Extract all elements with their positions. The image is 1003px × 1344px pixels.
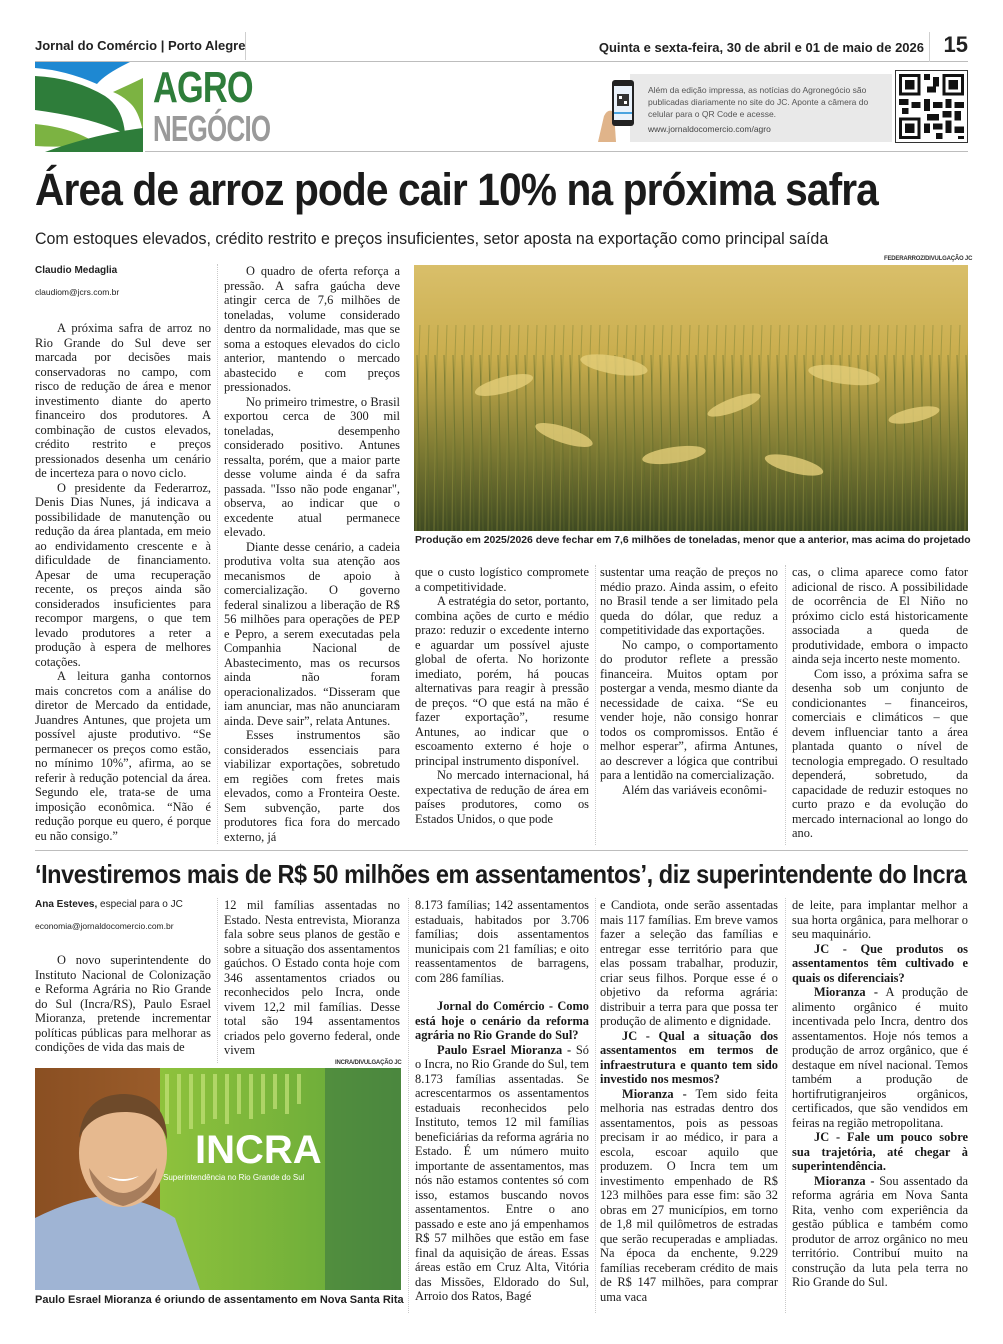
photo-caption: Produção em 2025/2026 deve fechar em 7,6 milhões de toneladas, menor que a anterior, mas acima do projetado [415,535,971,546]
incra-sign-subtext: Superintendência no Rio Grande do Sul [163,1173,305,1182]
agro-logo-icon [35,62,145,152]
author-byline [35,898,211,913]
article-column-5 [792,565,968,841]
qr-code-icon[interactable] [895,70,968,143]
article-column-1 [35,264,211,843]
promo-text: Além da edição impressa, as notícias do Agronegócio são publicadas diariamente no site do JC. Aponte a câmera do celular para o QR Code e acesse. [648,85,869,119]
interview-answer [792,985,968,1130]
author-role: especial para o JC [97,899,183,910]
column-rule [217,264,218,844]
answer-text: Só o Incra, no Rio Grande do Sul, tem 8.173 famílias assentadas. Se acrescentarmos os assentamentos estaduais reconhecidos pelo Instituto, temos 12 mil famílias beneficiárias da reforma agrária no Estado. É um número muito importante de assentamentos, mas nós não estamos contentes só com isso, estamos buscando novos assentamentos. Entre o ano passado e este ano já empenhamos R$ 57 milhões que estão em fase final da aquisição de áreas. Essas áreas estão em Cruz Alta, Vitória das Missões, Eldorado do Sul, Arroio dos Ratos, Bagé [415,1042,589,1303]
paragraph: 8.173 famílias; 142 assentamentos estaduais, habitados por 3.706 famílias; dois assentamentos municipais com 21 famílias; e oito reassentamentos de barragens, com 286 famílias. [415,898,589,985]
header-divider [929,32,930,62]
newspaper-name: Jornal do Comércio | Porto Alegre [35,38,246,53]
page-number: 15 [943,32,968,57]
article-column-4 [600,565,778,797]
incra-sign-text: INCRA [195,1128,322,1172]
speaker-name: Paulo Esrael Mioranza - [437,1042,572,1057]
interview-answer [792,1174,968,1290]
paragraph: que o custo logístico compromete a competitividade. [415,565,589,594]
author-name: Claudio Medaglia [35,265,118,276]
paragraph: No campo, o comportamento do produtor reflete a pressão financeira. Muitos optam por postergar a venda, mesmo diante da necessidade de caixa. “Se eu vender hoje, não consigo honrar todos os compromissos. Então é melhor esperar”, afirma Antunes, ao descrever a lógica que contribui para a lentidão na comercialização. [600,637,778,782]
paragraph: A próxima safra de arroz no Rio Grande do Sul deve ser marcada por decisões mais conservadoras no campo, com risco de redução de área e menor investimento diante do aperto financeiro dos produtores. A combinação de custos elevados, crédito restrito e preços pressionados desenha um cenário de incerteza para o novo ciclo. [35,321,211,480]
paragraph: No mercado internacional, há expectativa de redução de área em países produtores, como os Estados Unidos, o que pode [415,768,589,826]
section-subtitle: NEGÓCIO [153,108,271,149]
article-subhead: Com estoques elevados, crédito restrito e preços insuficientes, setor aposta na exportação como principal saída [35,229,829,248]
paragraph: Esses instrumentos são considerados essenciais para viabilizar exportações, sobretudo em regiões com fretes mais elevados, como a Fronteira Oeste. Sem subvenção, parte dos produtores fica fora do mercado externo, já [224,728,400,844]
superintendent-photo [35,1068,401,1290]
paragraph: cas, o clima aparece como fator adicional de risco. A possibilidade de ocorrência de El Niño no próximo ciclo está historicamente associada a queda de produtividade, embora o impacto ainda seja incerto neste momento. [792,565,968,666]
speaker-name: Mioranza - [814,1173,875,1188]
paragraph: e Candiota, onde serão assentadas mais 117 famílias. Em breve vamos fazer a seleção das famílias e entregar esse território para que elas possam trabalhar, produzir, criar seus filhos. Porque esse é o objetivo da reforma agrária: distribuir a terra para que possa ter produção de alimento e dignidade. [600,898,778,1028]
author-email[interactable]: claudiom@jcrs.com.br [35,286,120,297]
author-name: Ana Esteves, [35,899,98,910]
interview-column-5 [792,898,968,1290]
interview-headline: ‘Investiremos mais de R$ 50 milhões em assentamentos’, diz superintendente do Incra [35,859,967,889]
phone-hand-icon [598,78,638,142]
author-email[interactable]: economia@jornaldocomercio.com.br [35,920,174,931]
section-title: AGRO [153,63,253,112]
interview-question: JC - Que produtos os assentamentos têm cultivado e quais os diferenciais? [792,941,968,985]
header-divider [245,32,246,60]
speaker-name: Mioranza - [814,985,878,999]
paragraph: Além das variáveis econômi- [622,782,767,797]
answer-text: Tem sido feita melhoria nas estradas dentro dos assentamentos, pois as pessoas precisam ir ao médico, ir para a escola, escoar aquilo que produzem. O Incra tem um investimento empenhado de R$ 123 milhões para esse fim: são 32 obras em 27 municípios, em torno de 1,8 mil quilômetros de estradas que serão recuperadas e ampliadas. Na época da enchente, 9.229 famílias receberam crédito de mais de R$ 147 milhões, para comprar uma vaca [600,1086,778,1304]
article-divider [35,850,968,851]
edition-date: Quinta e sexta-feira, 30 de abril e 01 de maio de 2026 [598,40,924,55]
promo-url-link[interactable]: www.jornaldocomercio.com/agro [648,124,771,134]
paragraph: A leitura ganha contornos mais concretos com a análise do diretor de Mercado da entidade, Juandres Antunes, que projeta um possível ajuste produtivo. “Se permanecer os preços como estão, no mínimo 10%”, afirma, ao se referir à redução potencial da área. Segundo ele, trata-se de uma imposição econômica. “Não é redução porque eu quero, é porque eu não consigo.” [35,669,211,843]
interview-question: JC - Qual a situação dos assentamentos em termos de infraestrutura e quanto tem sido investido nos mesmos? [600,1028,778,1086]
answer-text: A produção de alimento orgânico é muito incentivada pelo Incra, dentro dos assentamentos. Hoje nós temos a produção de arroz orgânico, que é destaque em nível nacional. Temos também a produção de hortifrutigranjeiros orgânicos, certificados, que são vendidos em feiras na região metropolitana. [792,985,969,1130]
column-rule [785,898,786,1313]
column-rule [595,898,596,1313]
paragraph: 12 mil famílias assentadas no Estado. Nesta entrevista, Mioranza fala sobre seus planos de gestão e sobre a situação dos assentamentos gaúchos. O Estado conta hoje com 346 assentamentos criados ou reconhecidos pelo Incra, onde vivem 12,2 mil famílias. Desse total são 194 assentamentos criados pelo governo federal, onde vivem [224,898,400,1057]
photo-credit: FEDERARROZ/DIVULGAÇÃO JC [884,256,973,262]
interview-question: Jornal do Comércio - Como está hoje o cenário da reforma agrária no Rio Grande do Sul? [415,999,589,1042]
column-rule [785,565,786,845]
interview-column-3 [415,898,589,1304]
rice-field-photo [414,265,968,531]
photo-caption: Paulo Esrael Mioranza é oriundo de assentamento em Nova Santa Rita [35,1294,404,1306]
article-column-2 [224,264,400,844]
column-rule [595,565,596,845]
paragraph: Com isso, a próxima safra se desenha sob um conjunto de condicionantes – financeiros, comerciais e climáticos – que devem influenciar tanto a área plantada quanto o nível de tecnologia empregado. O resultado dependerá, sobretudo, da capacidade de reduzir estoques no curto prazo e da evolução do mercado internacional ao longo do ano. [792,666,968,840]
interview-question: JC - Fale um pouco sobre sua trajetória, até chegar à superintendência. [792,1130,968,1173]
interview-answer [600,1087,778,1305]
paragraph: No primeiro trimestre, o Brasil exportou cerca de 300 mil toneladas, desempenho considerado positivo. Antunes ressalta, porém, que a maior parte desse volume ainda é da safra passada. "Isso não pode enganar", observa, ao indicar que o excedente atual permanece elevado. [224,394,400,539]
interview-answer [415,1043,589,1304]
paragraph: A estratégia do setor, portanto, combina ações de curto e médio prazo: reduzir o excedente interno e aguardar um possível ajuste global de oferta. No horizonte imediato, porém, há poucas alternativas para reagir à pressão de preços. “O que está na mão é fazer exportação”, resume Antunes, ao indicar que o escoamento externo é hoje o principal instrumento disponível. [415,594,589,768]
article-headline: Área de arroz pode cair 10% na próxima safra [35,164,878,215]
article-column-3 [415,565,589,826]
answer-text: Sou assentado da reforma agrária em Nova Santa Rita, venho com experiência da gestão pública e também como produtor de arroz orgânico no meu território. Contribuí muito na construção da luta pela terra no Rio Grande do Sul. [792,1173,968,1289]
column-rule [408,898,409,1313]
paragraph: Diante desse cenário, a cadeia produtiva volta sua atenção aos mecanismos de apoio à comercialização. O governo federal sinalizou a liberação de R$ 56 milhões para operações de PEP e Pepro, a serem executadas pela Companhia Nacional de Abastecimento, mas os recursos ainda não foram operacionalizados. “Disseram que iam anunciar, mas não anunciaram ainda. Deve sair”, relata Antunes. [224,539,400,728]
column-rule [217,898,218,1063]
paragraph: O quadro de oferta reforça a pressão. A safra gaúcha deve atingir cerca de 7,6 milhões de toneladas, volume considerado dentro da normalidade, mas que se soma a estoques elevados do ciclo anterior, mantendo o mercado abastecido e com preços pressionados. [224,264,400,394]
paragraph: O presidente da Federarroz, Denis Dias Nunes, já indicava a possibilidade de manutenção ou redução da área plantada, em meio ao endividamento crescente e à dificuldade de financiamento. Apesar de uma recuperação recente, os preços ainda são considerados insuficientes para recompor margens, o que tem levado produtores a reter a produção à espera de melhores cotações. [35,480,211,669]
paragraph: de leite, para implantar melhor a sua horta orgânica, para melhorar o seu maquinário. [792,898,968,941]
interview-column-1 [35,898,211,1055]
interview-column-2 [224,898,400,1058]
page-header [35,32,968,62]
paragraph: O novo superintendente do Instituto Nacional de Colonização e Reforma Agrária no Rio Grande do Sul (Incra/RS), Paulo Esrael Mioranza, pretende incrementar políticas públicas para melhorar as condições de vida das mais de [35,953,211,1054]
photo-credit: INCRA/DIVULGAÇÃO JC [335,1060,402,1066]
qr-promo-box [630,74,892,142]
interview-column-4 [600,898,778,1304]
speaker-name: Mioranza - [622,1086,687,1101]
paragraph: sustentar uma reação de preços no médio prazo. Ainda assim, o efeito no Brasil tende a ser limitado pela queda do dólar, que reduz a competitividade das exportações. [600,565,778,637]
